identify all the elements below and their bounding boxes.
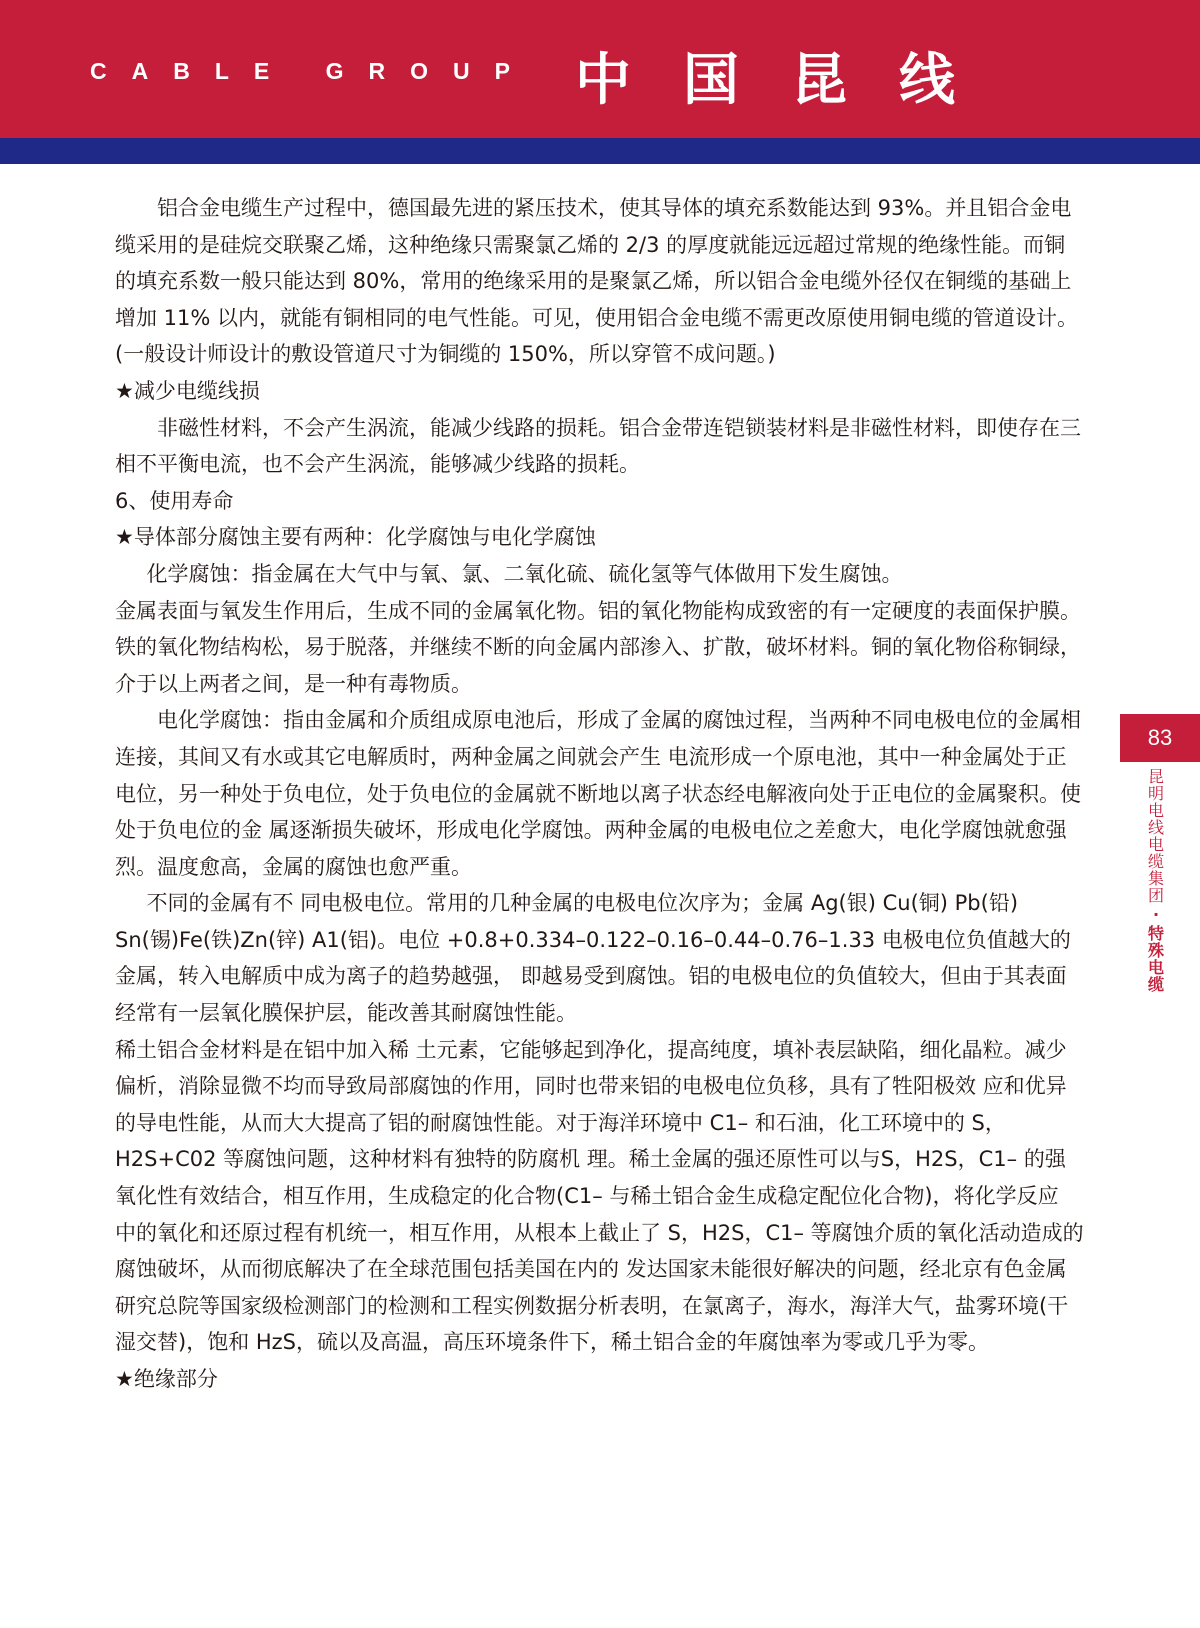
header-banner (0, 0, 1200, 138)
paragraph-chemical-corrosion: 化学腐蚀：指金属在大气中与氧、氯、二氧化硫、硫化氢等气体做用下发生腐蚀。 (146, 561, 903, 586)
brand-english: CABLE GROUP (90, 58, 535, 84)
body-text (115, 190, 1085, 1398)
paragraph-rare-earth: 稀土铝合金材料是在铝中加入稀 土元素，它能够起到净化，提高纯度，填补表层缺陷，细化晶粒。减少偏析，消除显微不均而导致局部腐蚀的作用，同时也带来铝的电极电位负移，具有了牲阳极效 应和优异的导电性能，从而大大提高了铝的耐腐蚀性能。对于海洋环境中 C1– 和石油，化工环境中的 S，H2S+C02 等腐蚀问题，这种材料有独特的防腐机 理。稀土金属的强还原性可以与S，H2S，C1– 的强氧化性有效结合，相互作用，生成稳定的化合物(C1– 与稀土铝合金生成稳定配位化合物)，将化学反应 中的氧化和还原过程有机统一，相互作用，从根本上截止了 S，H2S，C1– 等腐蚀介质的氧化活动造成的腐蚀破坏，从而彻底解决了在全球范围包括美国在内的 发达国家未能很好解决的问题，经北京有色金属研究总院等国家级检测部门的检测和工程实例数据分析表明，在氯离子，海水，海洋大气，盐雾环境(干湿交替)，饱和 HzS，硫以及高温，高压环境条件下，稀土铝合金的年腐蚀率为零或几乎为零。 (115, 1037, 1084, 1355)
heading-insulation: ★绝缘部分 (115, 1367, 218, 1391)
paragraph-nonmagnetic: 非磁性材料，不会产生涡流，能减少线路的损耗。铝合金带连铠锁装材料是非磁性材料，即使存在三相不平衡电流，也不会产生涡流，能够减少线路的损耗。 (115, 415, 1081, 477)
side-label-category: 特殊电缆 (1147, 924, 1164, 994)
side-label (1143, 768, 1169, 993)
paragraph-electrode-potential: 不同的金属有不 同电极电位。常用的几种金属的电极电位次序为；金属 Ag(银) Cu(铜) Pb(铅) Sn(锡)Fe(铁)Zn(锌) A1(铝)。电位 +0.8+0.334–0.122–0.16–0.44–0.76–1.33 电极电位负值越大的金属，转入电解质中成为离子的趋势越强， 即越易受到腐蚀。铝的电极电位的负值较大，但由于其表面经常有一层氧化膜保护层，能改善其耐腐蚀性能。 (115, 891, 1071, 1026)
side-label-company: 昆明电线电缆集团 (1147, 767, 1164, 905)
header-blue-stripe (0, 138, 1200, 164)
heading-reduce-loss: ★减少电缆线损 (115, 378, 260, 403)
paragraph-compression: 铝合金电缆生产过程中，德国最先进的紧压技术，使其导体的填充系数能达到 93%。并且铝合金电缆采用的是硅烷交联聚乙烯，这种绝缘只需聚氯乙烯的 2/3 的厚度就能远远超过常规的绝缘性能。而铜的填充系数一般只能达到 80%，常用的绝缘采用的是聚氯乙烯，所以铝合金电缆外径仅在铜缆的基础上增加 11% 以内，就能有铜相同的电气性能。可见，使用铝合金电缆不需更改原使用铜电缆的管道设计。(一般设计师设计的敷设管道尺寸为铜缆的 150%，所以穿管不成问题。) (115, 196, 1079, 367)
side-label-separator: · (1152, 905, 1160, 924)
paragraph-electrochemical: 电化学腐蚀：指由金属和介质组成原电池后，形成了金属的腐蚀过程，当两种不同电极电位的金属相连接，其间又有水或其它电解质时，两种金属之间就会产生 电流形成一个原电池，其中一种金属处于正电位，另一种处于负电位，处于负电位的金属就不断地以离子状态经电解液向处于正电位的金属聚积。使处于负电位的金 属逐渐损失破坏，形成电化学腐蚀。两种金属的电极电位之差愈大，电化学腐蚀就愈强烈。温度愈高，金属的腐蚀也愈严重。 (115, 708, 1081, 879)
paragraph-oxides: 金属表面与氧发生作用后，生成不同的金属氧化物。铝的氧化物能构成致密的有一定硬度的表面保护膜。铁的氧化物结构松，易于脱落，并继续不断的向金属内部渗入、扩散，破坏材料。铜的氧化物俗称铜绿，介于以上两者之间，是一种有毒物质。 (115, 598, 1081, 696)
heading-service-life: 6、使用寿命 (115, 488, 234, 513)
brand-chinese: 中国昆线 (575, 48, 1007, 113)
heading-corrosion-types: ★导体部分腐蚀主要有两种：化学腐蚀与电化学腐蚀 (115, 525, 596, 550)
page-number: 83 (1120, 714, 1200, 762)
